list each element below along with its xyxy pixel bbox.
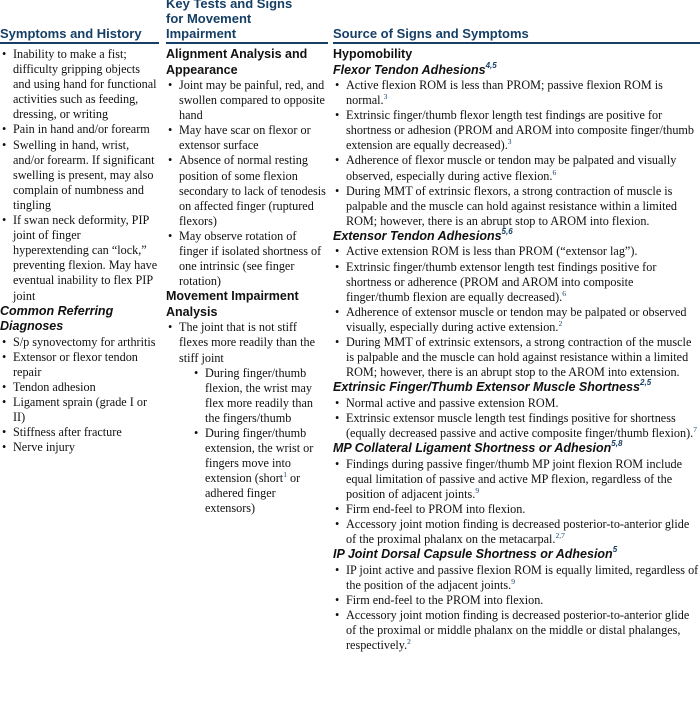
reference-superscript: 2,7: [555, 531, 565, 541]
symptoms-header: [0, 0, 159, 44]
list-item: • Tendon adhesion: [0, 380, 159, 395]
symptoms-list: [0, 47, 159, 304]
list-item: • Joint may be painful, red, and swollen compared to opposite hand: [166, 78, 328, 123]
section-title: [333, 60, 700, 79]
reference-superscript: 2: [558, 318, 563, 328]
alignment-list: [166, 78, 328, 289]
section-title: [333, 547, 700, 563]
reference-superscript: 5,8: [611, 439, 623, 449]
list-item: [333, 563, 700, 593]
section-list: [333, 396, 700, 441]
reference-superscript: 5: [612, 545, 618, 555]
alignment-analysis-title: Alignment Analysis and Appearance: [166, 47, 308, 77]
item-text: Active extension ROM is less than PROM (“extensor lag”).: [346, 244, 638, 259]
section-title: [333, 380, 700, 396]
list-item: • Pain in hand and/or forearm: [0, 122, 159, 137]
item-text: Normal active and passive extension ROM.: [346, 395, 559, 410]
item-text: Extrinsic finger/thumb flexor length test findings are positive for shortness or adhesion (PROM and AROM into composite finger/thumb extension are equally decreased).: [346, 108, 694, 153]
reference-superscript: 4,5: [485, 60, 497, 70]
movement-list: [166, 320, 328, 516]
movement-item-text: The joint that is not stiff flexes more readily than the stiff joint: [179, 320, 316, 365]
list-item: [333, 108, 700, 153]
item-text: Adherence of flexor muscle or tendon may be palpated and visually observed, especially during active flexion.: [346, 153, 677, 183]
source-sections: [333, 60, 700, 654]
list-item: [333, 608, 700, 653]
item-text: Extrinsic extensor muscle length test findings positive for shortness (equally decreased passive and active composite finger/thumb flexion).: [346, 410, 694, 440]
list-item: • Nerve injury: [0, 440, 159, 455]
tests-header-line: for Movement: [166, 11, 252, 26]
item-text: During MMT of extrinsic extensors, a strong contraction of the muscle is palpable and the muscle can hold against resistance within a limited ROM; however, there is an abrupt stop to the AROM into extension.: [346, 335, 692, 380]
list-item: [333, 502, 700, 517]
symptoms-header-text: Symptoms and History: [0, 26, 142, 41]
reference-superscript: 7: [693, 424, 697, 434]
section-title: [333, 441, 700, 457]
list-item: [166, 320, 328, 516]
item-text: Accessory joint motion finding is decreased posterior-to-anterior glide of the proximal or middle phalanx on the middle or distal phalanges, respectively.: [346, 607, 690, 653]
list-item: [333, 78, 700, 108]
section-list: [333, 457, 700, 548]
tests-header-line: Impairment: [166, 26, 237, 41]
tests-header: [166, 0, 328, 44]
section-list: [333, 563, 700, 654]
item-text: Firm end-feel to the PROM into flexion.: [346, 592, 544, 607]
movement-analysis-title: Movement Impairment Analysis: [166, 289, 299, 319]
list-item: • If swan neck deformity, PIP joint of finger hyperextending can “lock,” preventing flexion. May have eventual inability to flex PIP joint: [0, 213, 159, 304]
list-item: • Stiffness after fracture: [0, 425, 159, 440]
referring-diagnoses-title: Common Referring Diagnoses: [0, 303, 114, 334]
list-item: [333, 260, 700, 305]
list-item: [333, 335, 700, 380]
symptoms-column: [0, 0, 159, 455]
section-title-text: Extensor Tendon Adhesions: [333, 228, 502, 243]
item-text: Adherence of extensor muscle or tendon may be palpated or observed visually, especially during active extension.: [346, 304, 687, 334]
tests-column: [166, 0, 328, 517]
list-item: • Swelling in hand, wrist, and/or forearm. If significant swelling is present, may also complain of numbness and tingling: [0, 138, 159, 213]
source-column: [333, 0, 700, 653]
item-text: Accessory joint motion finding is decreased posterior-to-anterior glide of the proximal phalanx on the metacarpal.: [346, 516, 690, 547]
list-item: [333, 153, 700, 183]
reference-superscript: 3: [507, 137, 512, 147]
list-item: [333, 517, 700, 547]
list-item: • Extensor or flexor tendon repair: [0, 350, 159, 380]
list-item: [333, 411, 700, 441]
source-header: [333, 0, 700, 44]
section-title-text: Flexor Tendon Adhesions: [333, 62, 486, 77]
list-item: [179, 426, 328, 517]
item-text: During finger/thumb extension, the wrist or fingers move into extension (short: [205, 425, 314, 486]
reference-superscript: 3: [383, 92, 388, 102]
item-text: IP joint active and passive flexion ROM is equally limited, regardless of the position of the adjacent joints.: [346, 562, 699, 592]
reference-superscript: 2,5: [640, 378, 652, 388]
item-text: Extrinsic finger/thumb extensor length test findings positive for shortness or adherence (PROM and AROM into composite finger/thumb flexion are equally decreased).: [346, 259, 657, 304]
hypomobility-title: Hypomobility: [333, 47, 413, 61]
list-item: [333, 244, 700, 259]
list-item: [333, 457, 700, 502]
section-list: [333, 244, 700, 380]
item-text: or adhered finger extensors): [205, 471, 301, 516]
item-text: Active flexion ROM is less than PROM; passive flexion ROM is normal.: [346, 78, 663, 108]
list-item: [333, 593, 700, 608]
item-text: Firm end-feel to PROM into flexion.: [346, 501, 526, 516]
movement-sublist: [179, 366, 328, 517]
section-title: [333, 226, 700, 245]
reference-superscript: 6: [562, 288, 566, 298]
reference-superscript: 5,6: [501, 226, 513, 236]
reference-superscript: 9: [475, 485, 480, 495]
tests-header-line: Key Tests and Signs: [166, 0, 293, 11]
list-item: [333, 396, 700, 411]
list-item: • Inability to make a fist; difficulty gripping objects and using hand for functional activities such as feeding, dressing, or writing: [0, 47, 159, 122]
section-title-text: Extrinsic Finger/Thumb Extensor Muscle Shortness: [333, 380, 641, 395]
list-item: • During finger/thumb flexion, the wrist may flex more readily than the fingers/thumb: [179, 366, 328, 426]
list-item: • Ligament sprain (grade I or II): [0, 395, 159, 425]
reference-superscript: 2: [407, 637, 411, 647]
reference-superscript: 9: [511, 576, 515, 586]
referring-diagnoses-list: [0, 335, 159, 456]
item-text: Findings during passive finger/thumb MP joint flexion ROM include equal limitation of passive and active MP flexion, regardless of the position of adjacent joints.: [346, 456, 683, 501]
item-text: During MMT of extrinsic flexors, a strong contraction of muscle is palpable and the muscle can hold against resistance within a limited ROM; however, there is an abrupt stop to AROM into flexion.: [346, 183, 677, 228]
section-list: [333, 78, 700, 229]
source-header-text: Source of Signs and Symptoms: [333, 26, 529, 41]
reference-superscript: 6: [552, 167, 557, 177]
section-title-text: MP Collateral Ligament Shortness or Adhesion: [333, 441, 612, 456]
list-item: • S/p synovectomy for arthritis: [0, 335, 159, 350]
section-title-text: IP Joint Dorsal Capsule Shortness or Adhesion: [333, 547, 613, 562]
list-item: • May observe rotation of finger if isolated shortness of one intrinsic (see finger rotation): [166, 229, 328, 289]
list-item: [333, 305, 700, 335]
list-item: • May have scar on flexor or extensor surface: [166, 123, 328, 153]
list-item: [333, 184, 700, 229]
list-item: • Absence of normal resting position of some flexion secondary to lack of tenodesis on affected finger (ruptured flexors): [166, 153, 328, 228]
reference-superscript: 1: [283, 470, 287, 480]
